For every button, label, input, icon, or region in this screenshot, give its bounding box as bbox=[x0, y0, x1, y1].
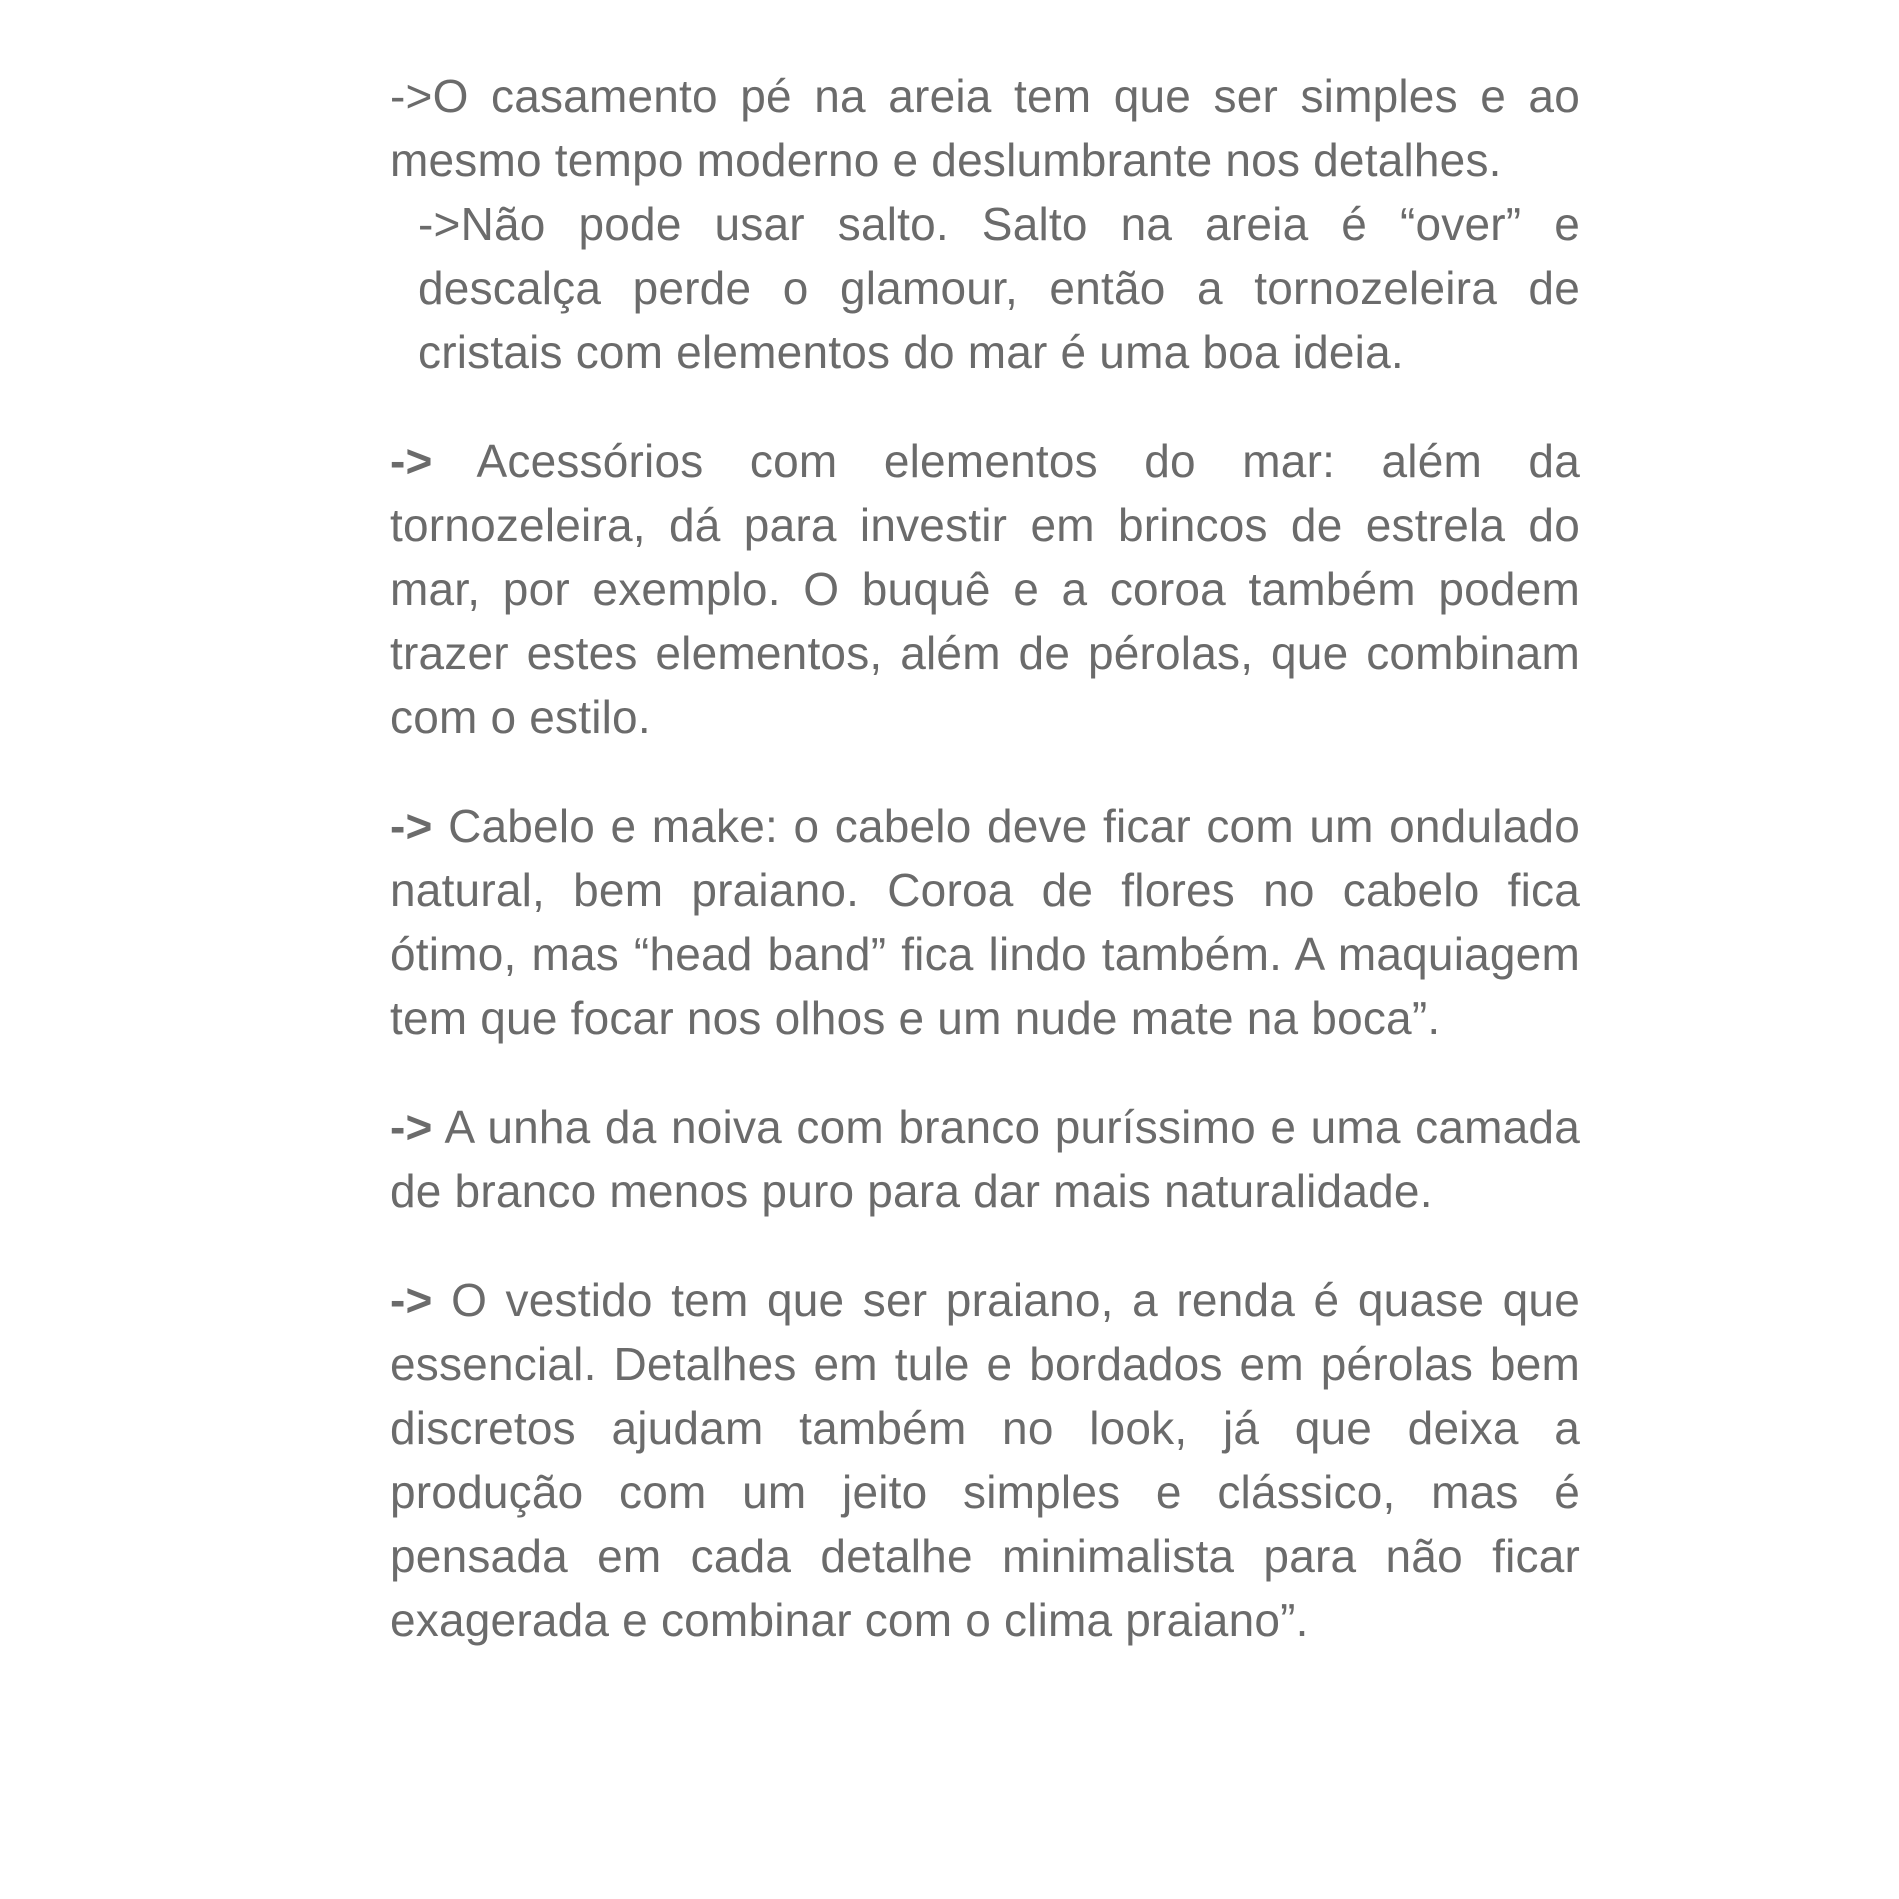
arrow-marker: -> bbox=[390, 800, 433, 852]
paragraph-acessorios bbox=[390, 429, 1580, 749]
text-column bbox=[390, 64, 1580, 1652]
paragraph-vestido bbox=[390, 1268, 1580, 1652]
intro-line-1: ->O casamento pé na areia tem que ser simples e ao mesmo tempo moderno e deslumbrante nos detalhes. bbox=[390, 70, 1580, 186]
arrow-marker: -> bbox=[390, 435, 433, 487]
intro-line-2: ->Não pode usar salto. Salto na areia é “over” e descalça perde o glamour, então a tornozeleira de cristais com elementos do mar é uma boa ideia. bbox=[418, 198, 1580, 378]
paragraph-unha bbox=[390, 1095, 1580, 1223]
arrow-marker: -> bbox=[390, 1274, 433, 1326]
intro-block bbox=[390, 64, 1580, 384]
paragraph-cabelo-make bbox=[390, 794, 1580, 1050]
arrow-marker: -> bbox=[390, 1101, 433, 1153]
paragraph-text: Acessórios com elementos do mar: além da tornozeleira, dá para investir em brincos de estrela do mar, por exemplo. O buquê e a coroa também podem trazer estes elementos, além de pérolas, que combinam com o estilo. bbox=[390, 435, 1580, 743]
paragraph-text: O vestido tem que ser praiano, a renda é quase que essencial. Detalhes em tule e bordados em pérolas bem discretos ajudam também no look, já que deixa a produção com um jeito simples e clássico, mas é pensada em cada detalhe minimalista para não ficar exagerada e combinar com o clima praiano”. bbox=[390, 1274, 1580, 1646]
paragraph-text: A unha da noiva com branco puríssimo e uma camada de branco menos puro para dar mais naturalidade. bbox=[390, 1101, 1580, 1217]
paragraph-text: Cabelo e make: o cabelo deve ficar com um ondulado natural, bem praiano. Coroa de flores no cabelo fica ótimo, mas “head band” fica lindo também. A maquiagem tem que focar nos olhos e um nude mate na boca”. bbox=[390, 800, 1580, 1044]
